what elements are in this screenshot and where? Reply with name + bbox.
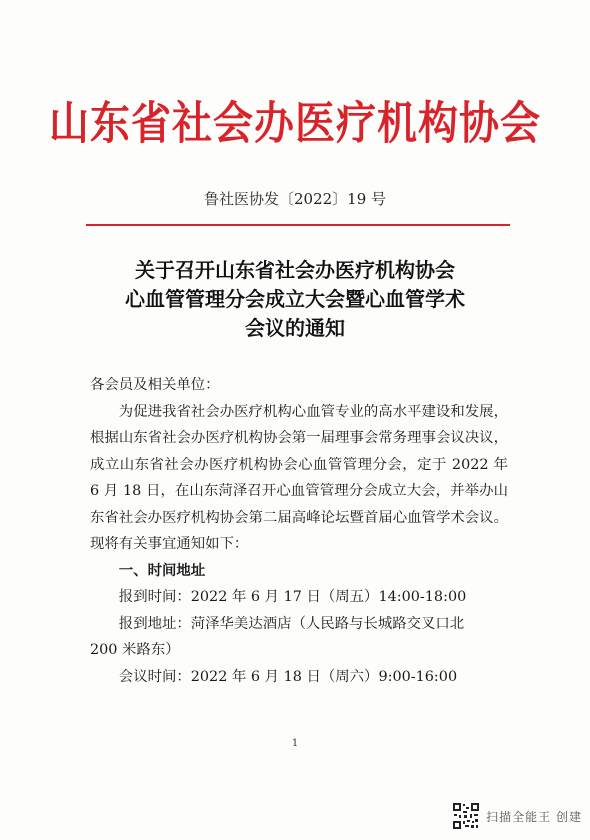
organization-header: 山东省社会办医疗机构协会: [49, 96, 541, 150]
title-line: 会议的通知: [245, 316, 345, 340]
scanner-watermark: [452, 800, 582, 832]
meeting-time: 会议时间：2022 年 6 月 18 日（周六）9:00-16:00: [118, 668, 458, 685]
scanner-watermark-text: 扫描全能王 创建: [486, 809, 582, 824]
title-line: 心血管管理分会成立大会暨心血管学术: [125, 287, 465, 311]
registration-time: 报到时间：2022 年 6 月 17 日（周五）14:00-18:00: [118, 589, 467, 605]
document-number: 鲁社医协发〔2022〕19 号: [203, 190, 387, 208]
registration-place: 报到地址：菏泽华美达酒店（人民路与长城路交叉口北: [118, 615, 465, 632]
salutation: 各会员及相关单位：: [90, 377, 220, 393]
header-divider: [86, 224, 510, 226]
page-number: 1: [291, 738, 299, 749]
section-heading-time-place: 一、时间地址: [118, 562, 206, 579]
intro-paragraph: 为促进我省社会办医疗机构心血管专业的高水平建设和发展，根据山东省社会办医疗机构协会第一届理事会常务理事会议决议，成立山东省社会办医疗机构协会心血管管理分会，定于 2022 年 6 月 18 日，在山东菏泽召开心血管管理分会成立大会，并举办山东省社会办医疗机构协会第二届高峰论坛暨首届心血管学术会议。现将有关事宜通知如下：: [90, 403, 508, 552]
document-body: [90, 372, 508, 690]
registration-place-continued: 200 米路东）: [90, 642, 180, 658]
title-line: 关于召开山东省社会办医疗机构协会: [135, 258, 455, 282]
document-title: [0, 256, 590, 343]
qr-code-icon: [452, 802, 480, 830]
